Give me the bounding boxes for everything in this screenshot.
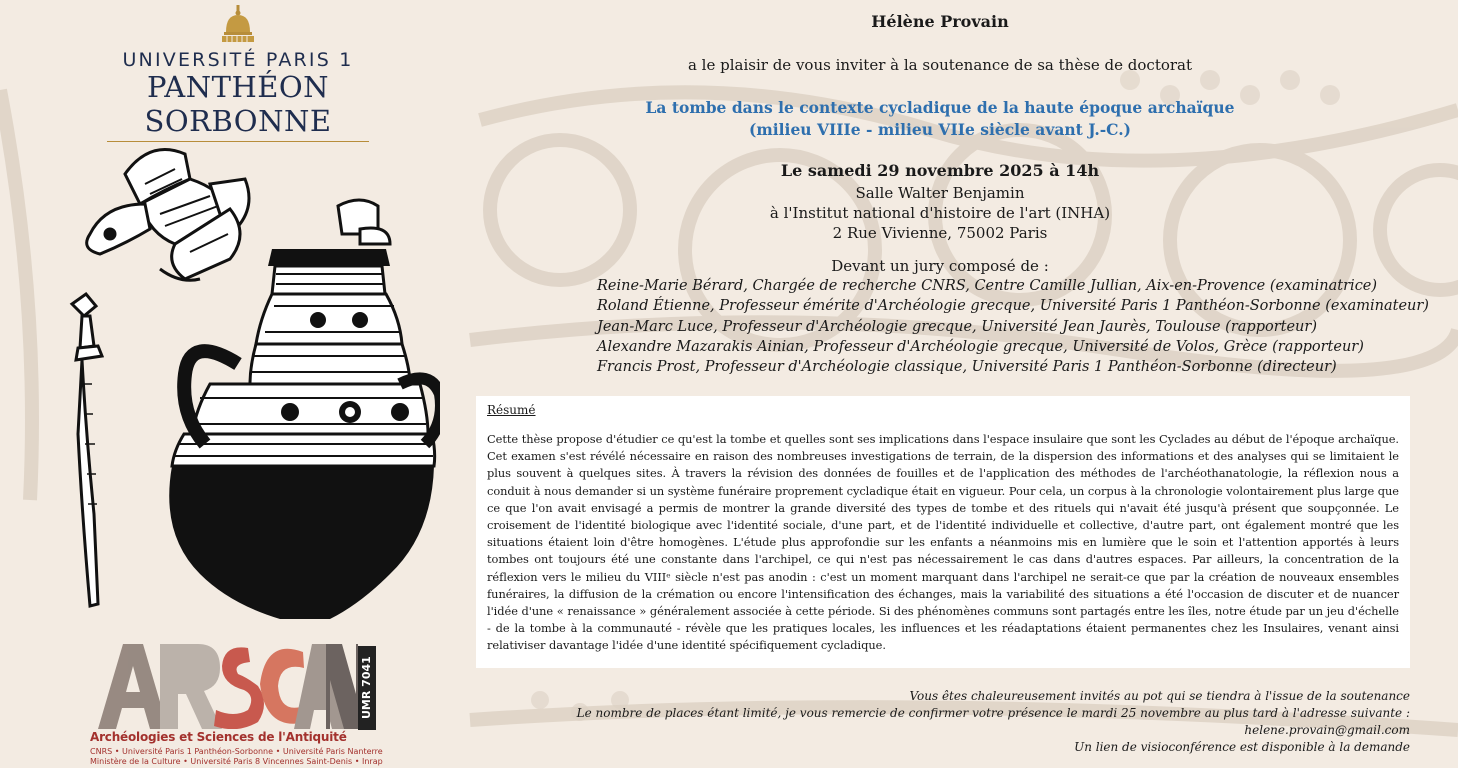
cycladic-vase-illustration (60, 134, 440, 624)
lab-name: Archéologies et Sciences de l'Antiquité (90, 730, 347, 744)
footer-notes (577, 688, 1410, 756)
videoconference-note: Un lien de visioconférence est disponible à la demande (1074, 740, 1410, 754)
university-logo (60, 4, 416, 142)
jury-member: Roland Étienne, Professeur émérite d'Archéologie grecque, Université Paris 1 Panthéon-Sorbonne (examinateur) (597, 298, 1429, 315)
reception-note: Vous êtes chaleureusement invités au pot qui se tiendra à l'issue de la soutenance (909, 689, 1410, 703)
arscan-letters-graphic (98, 644, 358, 729)
abstract-label: Résumé (487, 403, 536, 417)
jury-title: Devant un jury composé de : (831, 257, 1049, 275)
contact-email[interactable]: helene.provain@gmail.com (1244, 723, 1410, 737)
bird-vessel-icon (87, 150, 249, 281)
defense-date: Le samedi 29 novembre 2025 à 14h (780, 161, 1100, 180)
jury-member: Alexandre Mazarakis Ainian, Professeur d'Archéologie grecque, Université de Volos, Grèce (rapporteur) (597, 338, 1364, 355)
university-name-line2: PANTHÉON SORBONNE (144, 70, 332, 138)
jury-member: Jean-Marc Luce, Professeur d'Archéologie grecque, Université Jean Jaurès, Toulouse (rapporteur) (597, 318, 1317, 335)
venue-institute: à l'Institut national d'histoire de l'art (INHA) (769, 204, 1111, 222)
thesis-title-line1: La tombe dans le contexte cycladique de la haute époque archaïque (645, 98, 1235, 117)
rsvp-note: Le nombre de places étant limité, je vous remercie de confirmer votre présence le mardi 25 novembre au plus tard à l'adresse suivante : (576, 706, 1410, 720)
pantheon-dome-icon (218, 4, 258, 44)
arscan-logo (90, 638, 390, 766)
invitation-line: a le plaisir de vous inviter à la soutenance de sa thèse de doctorat (687, 56, 1193, 74)
bronze-pin-icon (72, 294, 102, 606)
venue (470, 183, 1410, 243)
jury-member: Reine-Marie Bérard, Chargée de recherche CNRS, Centre Camille Jullian, Aix-en-Provence (examinatrice) (597, 278, 1378, 294)
lab-partners-line1: CNRS • Université Paris 1 Panthéon-Sorbonne • Université Paris Nanterre (90, 747, 383, 756)
abstract-text: Cette thèse propose d'étudier ce qu'est la tombe et quelles sont ses implications dans l'espace insulaire que sont les Cyclades au début de l'époque archaïque. Cet examen s'est révélé nécessaire en raison des nombreuses investigations de terrain, de la dispersion des informations et des analyses qui se limitaient le plus souvent à quelques sites. À travers la révision des données de fouilles et de l'application des méthodes de l'archéothanatologie, la réflexion nous a conduit à nous demander si un système funéraire proprement cycladique était en vigueur. Pour cela, un corpus à la chronologie volontairement plus large que ce que l'on avait envisagé a permis de montrer la grande diversité des types de tombe et des rituels qui n'avait été jusqu'à présent que soupçonnée. Le croisement de l'identité biologique avec l'identité sociale, d'une part, et de l'identité individuelle et collective, d'autre part, ont également montré que les situations étaient loin d'être homogènes. L'étude plus approfondie sur les enfants a néanmoins mis en lumière que le soin et l'attention apportés à leurs tombes ont toujours été une constante dans l'archipel, ce qui n'est pas nécessairement le cas dans d'autres espaces. Par ailleurs, la concentration de la réflexion vers le milieu du VIIIᵉ siècle n'est pas anodin : c'est un moment marquant dans l'archipel ne serait-ce que par la création de nouveaux ensembles funéraires, la diffusion de la crémation ou encore l'intensification des échanges, mais la variabilité des situations a été l'occasion de discuter et de nuancer l'idée d'une « renaissance » généralement associée à cette période. Si des phénomènes communs sont partagés entre les îles, notre étude par un jeu d'échelle - de la tombe à la communauté - révèle que les pratiques locales, les influences et les réadaptations étaient permanentes chez les Insulaires, venant ainsi relativiser davantage l'idée d'une identité spécifiquement cycladique. (487, 432, 1399, 653)
venue-room: Salle Walter Benjamin (855, 184, 1025, 202)
abstract-box (476, 396, 1410, 668)
venue-address: 2 Rue Vivienne, 75002 Paris (832, 224, 1048, 242)
thesis-title (470, 97, 1410, 141)
thesis-title-line2: (milieu VIIIe - milieu VIIe siècle avant J.-C.) (749, 120, 1131, 139)
jury-list (597, 276, 1429, 377)
umr-badge: UMR 7041 (358, 646, 376, 730)
lab-partners-line2: Ministère de la Culture • Université Paris 8 Vincennes Saint-Denis • Inrap (90, 757, 383, 766)
author-name: Hélène Provain (871, 12, 1009, 31)
jury-member: Francis Prost, Professeur d'Archéologie classique, Université Paris 1 Panthéon-Sorbonne (directeur) (597, 359, 1337, 376)
university-name-line1: UNIVERSITÉ PARIS 1 (122, 49, 354, 71)
